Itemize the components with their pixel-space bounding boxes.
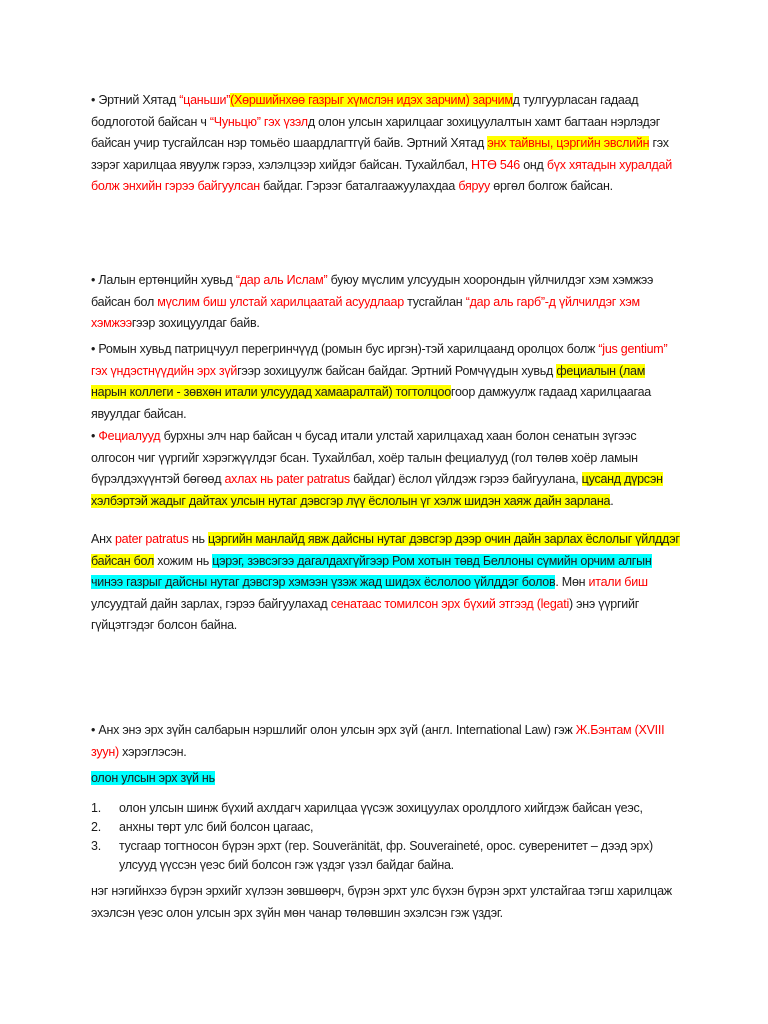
red-text: “jus gentium” гэх үндэстнүүдийн эрх зүй: [91, 342, 668, 378]
text-run: хожим нь: [154, 553, 213, 568]
highlighted-red-text: энх тайвны, цэргийн эвслийн: [487, 136, 650, 150]
text-run: ) энэ үүргийг гүйцэтгэдэг болсон байна.: [91, 596, 640, 632]
list-number: 2.: [91, 820, 101, 834]
bullet: •: [91, 273, 96, 287]
text-run: Ромын хувьд патрицчуул перегринчүүд (ромын бус иргэн)-тэй харилцаанд оролцох болж: [98, 342, 599, 356]
list-item-text: олон улсын шинж бүхий ахлдагч харилцаа үүсэж зохицуулах оролдлого хийгдэж байсан үеэс,: [119, 801, 643, 815]
text-run: гоор дамжуулж гадаад харилцаагаа явуулдаг байсан.: [91, 385, 651, 421]
text-run: тусгайлан: [403, 294, 466, 309]
list-number: 1.: [91, 801, 101, 815]
paragraph-china: [91, 90, 681, 198]
red-text: сенатаас томилсон эрх бүхий этгээд (legati: [330, 596, 569, 611]
bullet: •: [91, 723, 96, 737]
red-text: “цаньши”: [179, 93, 231, 107]
cyan-highlighted-text: цэрэг, зэвсэгээ дагалдахгүйгээр Ром хотын төвд Беллоны сүмийн орчим алгын чинээ газрыг дайсны нутаг дэвсгэр хэмээн үзэж жад шидэх ёслолоо үйлддэг болов: [91, 553, 652, 589]
text-run: д тулгуурласан гадаад бодлоготой байсан ч: [91, 93, 639, 129]
red-text: “Чуньцю” гэх үзэл: [209, 114, 308, 129]
cyan-heading: олон улсын эрх зүй нь: [91, 771, 215, 785]
text-run: гээр зохицуулж байсан байдаг. Эртний Ромчүүдын хувьд: [237, 363, 557, 378]
text-run: Анх энэ эрх зүйн салбарын нэршлийг олон улсын эрх зүй (англ. International Law) гэж: [98, 723, 576, 737]
text-run: нэг нэгийнхээ бүрэн эрхийг хүлээн зөвшөөрч, бүрэн эрхт улс бүхэн бүрэн эрхт улстайгаа тэгш харилцаж эхэлсэн үеэс олон улсын эрх зүйн мөн чанар төлөвшин эхэлсэн гэж үздэг.: [91, 884, 672, 920]
highlighted-red-text: (Хөршийнхөө газрыг хүмслэн идэх зарчим) зарчим: [230, 93, 513, 107]
paragraph-fetials: [91, 426, 681, 512]
red-text: Фециалууд: [98, 429, 161, 443]
list-item: [91, 818, 691, 837]
red-text: “дар аль Ислам”: [235, 273, 328, 287]
text-run: хэрэглэсэн.: [118, 744, 187, 759]
bullet: •: [91, 93, 96, 107]
red-text: ахлах нь pater patratus: [224, 472, 350, 486]
text-run: гээр зохицуулдаг байв.: [131, 316, 260, 330]
red-text: итали биш: [588, 575, 648, 589]
red-text: НТӨ 546: [471, 157, 520, 172]
bullet: •: [91, 429, 96, 443]
text-run: нь: [188, 532, 208, 546]
list-item: [91, 837, 691, 875]
red-text: бүх хятадын хуралдай болж энхийн гэрээ байгуулсан: [91, 157, 672, 193]
red-text: бяруу: [458, 179, 491, 193]
text-run: гэх зэрэг харилцаа явуулж гэрээ, хэлэлцээр хийдэг байсан. Тухайлбал,: [91, 136, 669, 172]
red-text: pater patratus: [114, 532, 189, 546]
text-run: улсуудтай дайн зарлах, гэрээ байгуулахад: [91, 596, 331, 611]
closing-paragraph: [91, 881, 681, 924]
red-text: “дар аль гарб”-д үйлчилдэг хэм хэмжээ: [91, 294, 640, 330]
text-run: . Мөн: [555, 575, 589, 589]
text-run: .: [610, 493, 614, 508]
highlighted-text: фециалын (лам нарын коллеги - зөвхөн итали улсуудад хамааралтай) тогтолцоо: [91, 363, 646, 399]
text-run: Анх: [91, 532, 115, 546]
highlighted-text: цусанд дүрсэн хэлбэртэй жадыг дайтах улсын нутаг дэвсгэр лүү ёслолын үг хэлж шидэн хаяж дайн зарлана: [91, 472, 663, 508]
bullet: •: [91, 342, 96, 356]
paragraph-bentham: [91, 720, 681, 763]
list-item-text: анхны төрт улс бий болсон цагаас,: [119, 820, 314, 834]
text-run: байсан бол: [91, 294, 158, 309]
numbered-list: [91, 799, 691, 875]
text-run: байдаг. Гэрээг баталгаажуулахдаа: [259, 179, 459, 193]
highlighted-text: цэргийн манлайд явж дайсны нутаг дэвсгэр дээр очин дайн зарлах ёслолыг үйлддэг байсан бол: [91, 532, 680, 568]
text-run: д олон улсын харилцааг зохицуулалтын хамт багтаан нэрлэдэг байсан учир тусгайлсан нэр томьёо шаардлагтгүй байв. Эртний Хятад: [91, 114, 661, 150]
paragraph-islam: [91, 270, 681, 335]
text-run: Лалын ертөнцийн хувьд: [98, 273, 236, 287]
text-run: онд: [519, 157, 547, 172]
red-text: мүслим биш улстай харилцаатай асуудлаар: [157, 294, 404, 309]
text-run: буюу мүслим улсуудын хоорондын үйлчилдэг хэм хэмжээ: [327, 273, 654, 287]
text-run: өргөл болгож байсан.: [490, 179, 613, 193]
list-number: 3.: [91, 839, 101, 853]
text-run: Эртний Хятад: [98, 93, 180, 107]
section-heading: [91, 768, 681, 790]
list-item: [91, 799, 691, 818]
red-text: Ж.Бэнтам (XVIII зуун): [91, 723, 665, 759]
text-run: байдаг) ёслол үйлдэж гэрээ байгуулана,: [349, 472, 582, 486]
list-item-text: тусгаар тогтносон бүрэн эрхт (гер. Souveränität, фр. Souveraineté, орос. суверенитет – дээд эрх) улсууд үүссэн үеэс бий болсон гэж үздэг үзэл байдаг байна.: [119, 839, 653, 872]
text-run: бурхны элч нар байсан ч бусад итали улстай харилцахад хаан болон сенатын зүгээс олгосон чиг үүргийг хэрэгжүүлдэг бсан. Тухайлбал, хоёр талын фециалууд (гол төлөв хоёр ламын бүрэлдэхүүнтэй бөгөөд: [91, 429, 638, 486]
paragraph-rome: [91, 339, 681, 425]
paragraph-pater-patratus: [91, 529, 681, 637]
